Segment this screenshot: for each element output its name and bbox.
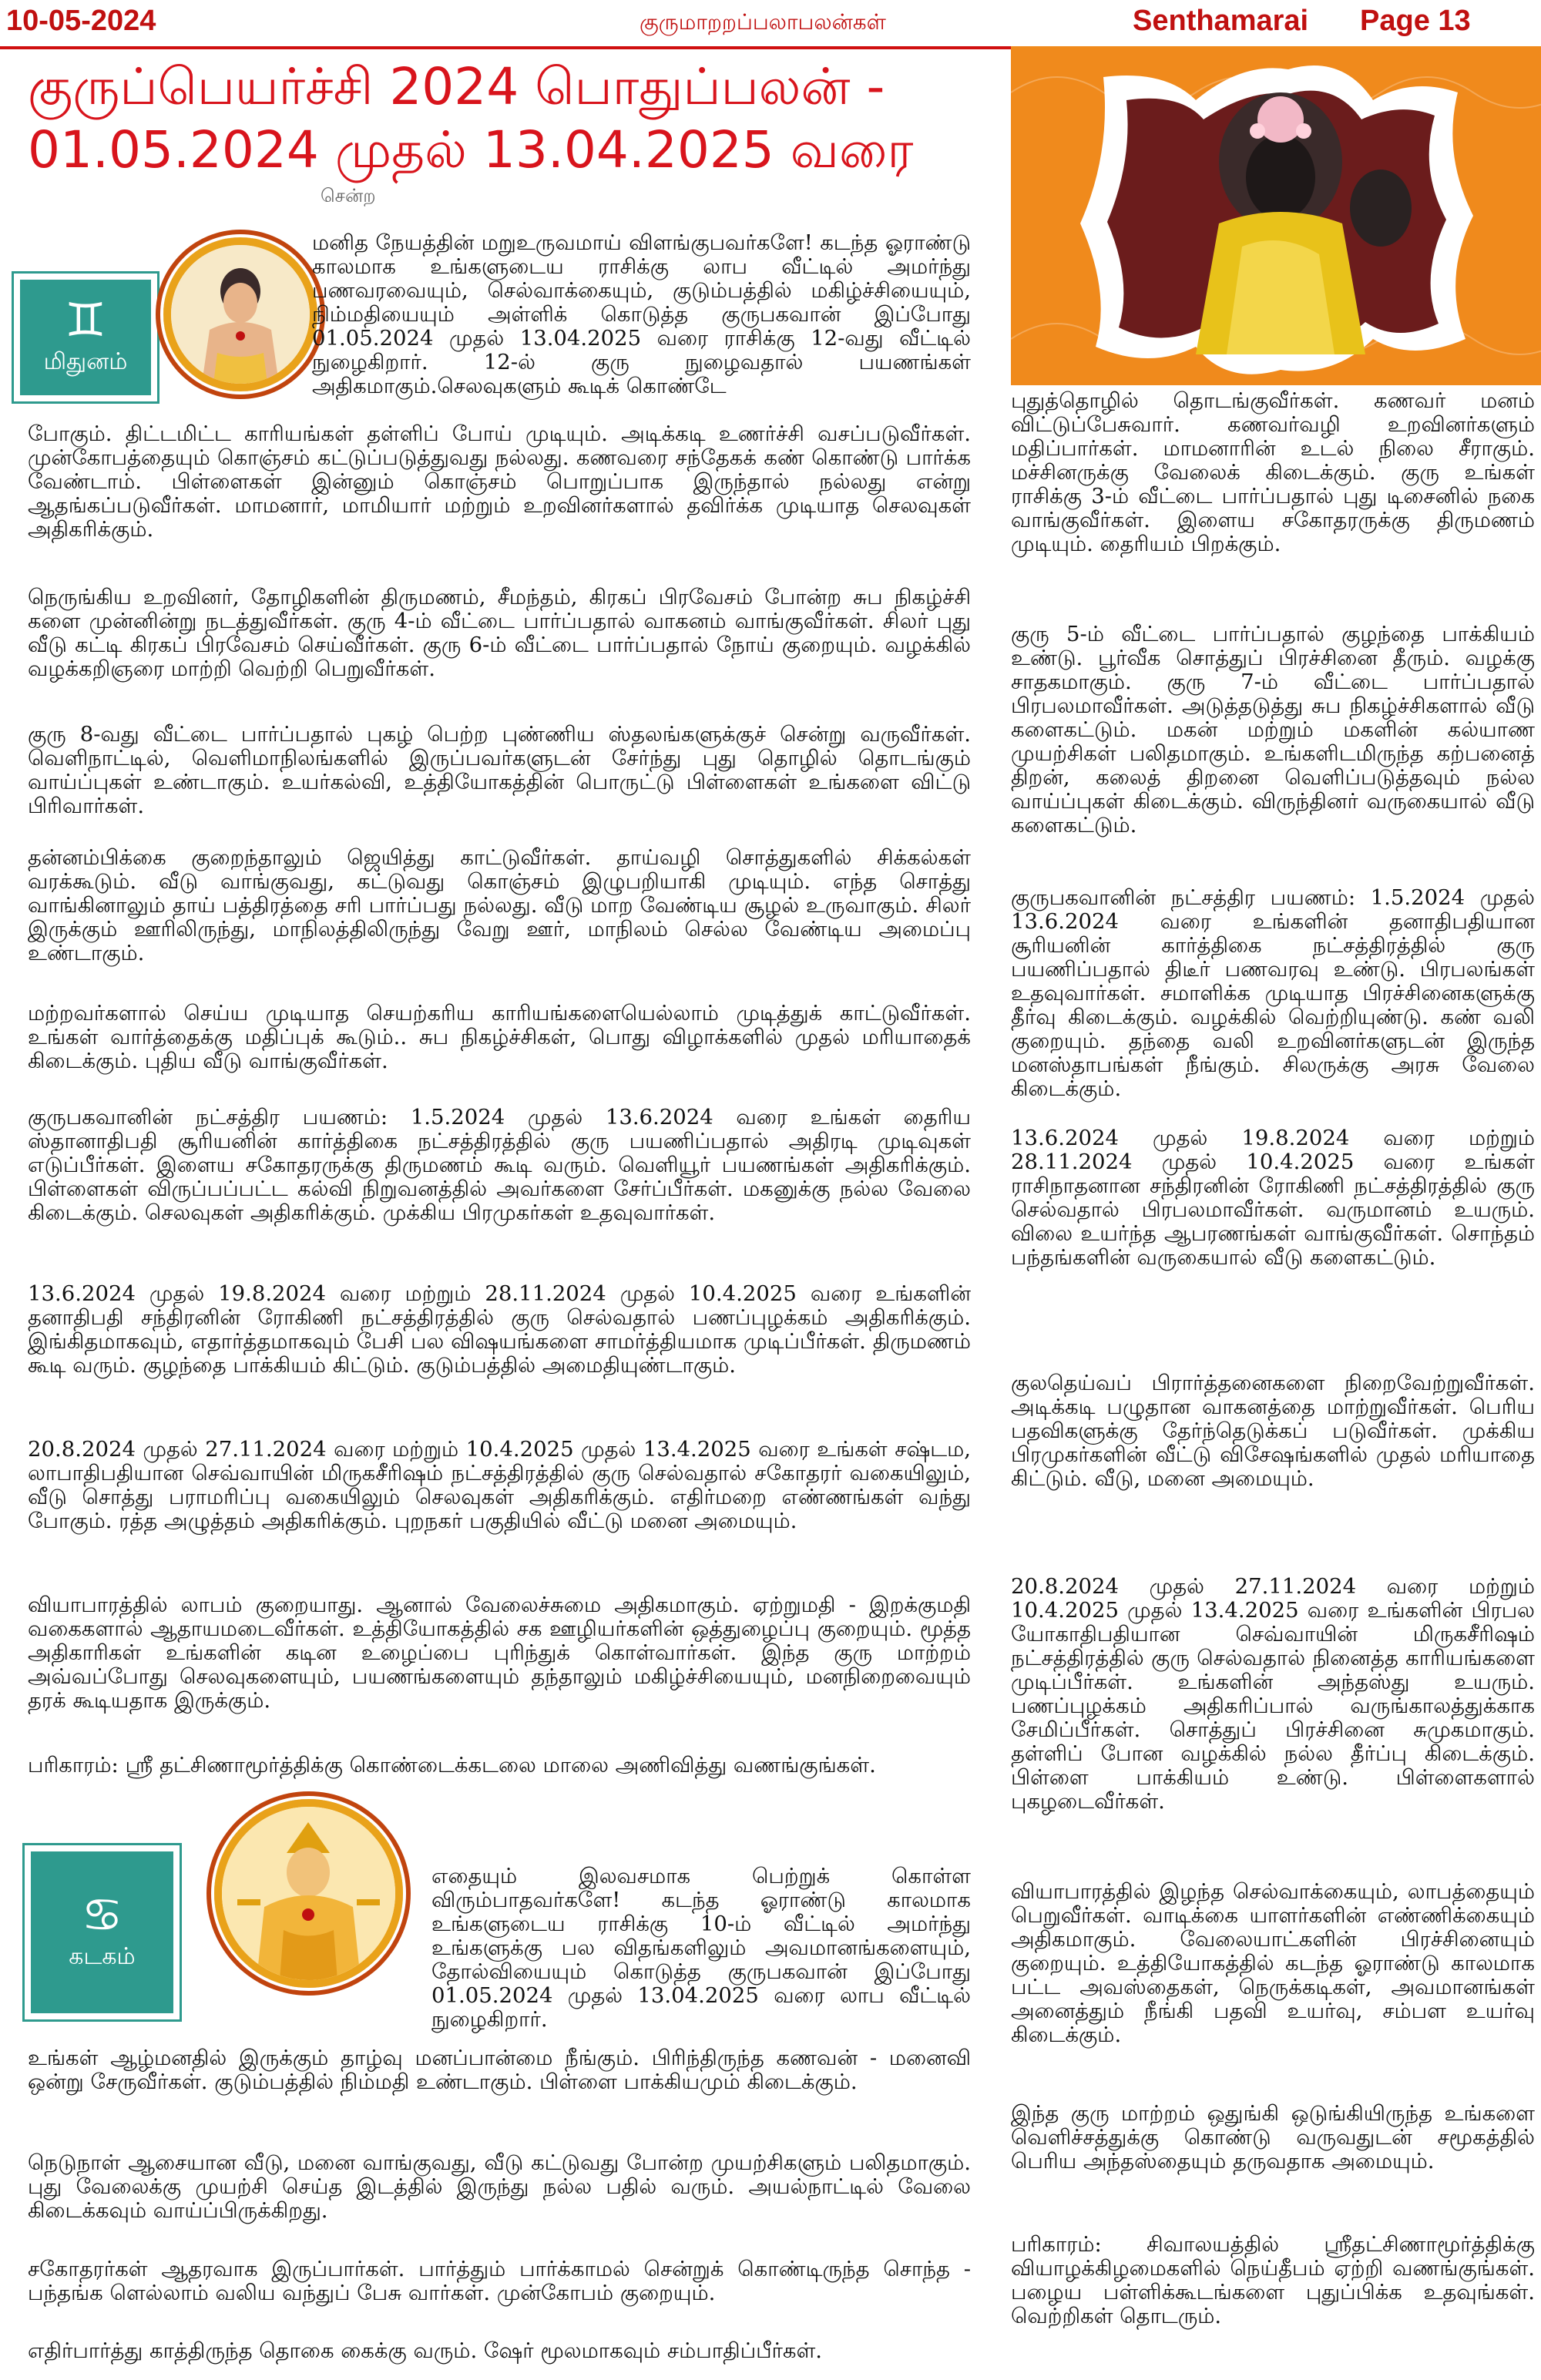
paragraph: புதுத்தொழில் தொடங்குவீர்கள். கணவர் மனம் விட்டுப்பேசுவார். கணவர்வழி உறவினர்களும் மதிப்பார்கள். மாமனாரின் உடல் நிலை சீராகும். மச்சினருக்கு வேலைக் கிடைக்கும். குரு உங்கள் ராசிக்கு 3-ம் வீட்டை பார்ப்பதால் புது டிசைனில் நகை வாங்குவீர்கள். இளைய சகோதரருக்கு திருமணம் முடியும். தைரியம் பிறக்கும். <box>1011 388 1535 556</box>
paragraph: குருபகவானின் நட்சத்திர பயணம்: 1.5.2024 முதல் 13.6.2024 வரை உங்கள் தைரிய ஸ்தானாதிபதி சூரியனின் கார்த்திகை நட்சத்திரத்தில் குரு பயணிப்பதால் அதிரடி முடிவுகள் எடுப்பீர்கள். இளைய சகோதரருக்கு திருமணம் கூடி வரும். வெளியூர் பயணங்கள் அதிகரிக்கும். பிள்ளைகள் விருப்பப்பட்ட கல்வி நிறுவனத்தில் அவர்களை சேர்ப்பீர்கள். மகனுக்கு நல்ல வேலை கிடைக்கும். செலவுகள் அதிகரிக்கும். முக்கிய பிரமுகர்கள் உதவுவார்கள். <box>28 1105 971 1225</box>
deity-hero-illustration <box>1011 46 1541 385</box>
page-header <box>0 0 1541 49</box>
gemini-icon: ♊ <box>65 293 106 347</box>
kadagam-intro: எதையும் இலவசமாக பெற்றுக் கொள்ள விரும்பாதவர்களே! கடந்த ஓராண்டு காலமாக உங்களுடைய ராசிக்கு 10-ம் வீட்டில் அமர்ந்து உங்களுக்கு பல விதங்களிலும் அவமானங்களையும், தோல்வியையும் கொடுத்த குருபகவான் இப்போது 01.05.2024 முதல் 13.04.2025 வரை லாப வீட்டில் நுழைகிறார். <box>431 1864 971 2032</box>
paragraph: 13.6.2024 முதல் 19.8.2024 வரை மற்றும் 28.11.2024 முதல் 10.4.2025 வரை உங்கள் ராசிநாதனான சந்திரனின் ரோகிணி நட்சத்திரத்தில் குரு செல்வதால் பிரபலமாவீர்கள். வருமானம் உயரும். விலை உயர்ந்த ஆபரணங்கள் வாங்குவீர்கள். சொந்தம் பந்தங்களின் வருகையால் வீடு களைகட்டும். <box>1011 1126 1535 1270</box>
paragraph: தன்னம்பிக்கை குறைந்தாலும் ஜெயித்து காட்டுவீர்கள். தாய்வழி சொத்துகளில் சிக்கல்கள் வரக்கூடும். வீடு வாங்குவது, கட்டுவது கொஞ்சம் இழுபறியாகி முடியும். எந்த சொத்து வாங்கினாலும் தாய் பத்திரத்தை சரி பார்ப்பது நல்லது. வீடு மாற வேண்டிய சூழல் உருவாகும். சிலர் இருக்கும் ஊரிலிருந்து, மாநிலத்திலிருந்து வேறு ஊர், மாநிலம் செல்ல வேண்டிய அமைப்பு உண்டாகும். <box>28 845 971 965</box>
paragraph: வியாபாரத்தில் லாபம் குறையாது. ஆனால் வேலைச்சுமை அதிகமாகும். ஏற்றுமதி - இறக்குமதி வகைகளால் ஆதாயமடைவீர்கள். உத்தியோகத்தில் சக ஊழியர்களின் ஒத்துழைப்பு குறையும். மூத்த அதிகாரிகள் உங்களின் கடின உழைப்பை புரிந்துக் கொள்வார்கள். இந்த குரு மாற்றம் அவ்வப்போது செலவுகளையும், பயணங்களையும் தந்தாலும் மகிழ்ச்சியையும், மனநிறைவையும் தரக் கூடியதாக இருக்கும். <box>28 1593 971 1713</box>
kadagam-deity-image <box>214 1799 403 1988</box>
remedy-paragraph: பரிகாரம்: சிவாலயத்தில் ஸ்ரீதட்சிணாமூர்த்திக்கு வியாழக்கிழமைகளில் நெய்தீபம் ஏற்றி வணங்குங்கள். பழைய பள்ளிக்கூடங்களை புதுப்பிக்க உதவுங்கள். வெற்றிகள் தொடரும். <box>1011 2232 1535 2328</box>
sign-name: மிதுனம் <box>43 347 128 375</box>
mithunam-sign-badge <box>14 274 157 401</box>
title-line-1: குருப்பெயர்ச்சி 2024 பொதுப்பலன் - <box>28 57 885 116</box>
paragraph: குலதெய்வப் பிரார்த்தனைகளை நிறைவேற்றுவீர்கள். அடிக்கடி பழுதான வாகனத்தை மாற்றுவீர்கள். பெரிய பதவிகளுக்கு தேர்ந்தெடுக்கப் படுவீர்கள். முக்கிய பிரமுகர்களின் வீட்டு விசேஷங்களில் முதல் மரியாதை கிட்டும். வீடு, மனை அமையும். <box>1011 1371 1535 1491</box>
paragraph: குருபகவானின் நட்சத்திர பயணம்: 1.5.2024 முதல் 13.6.2024 வரை உங்களின் தனாதிபதியான சூரியனின் கார்த்திகை நட்சத்திரத்தில் குரு பயணிப்பதால் திடீர் பணவரவு உண்டு. பிரபலங்கள் உதவுவார்கள். சமாளிக்க முடியாத பிரச்சினைகளுக்கு தீர்வு கிடைக்கும். வழக்கில் வெற்றியுண்டு. கண் வலி குறையும். தந்தை வலி உறவினர்களுடன் இருந்த மனஸ்தாபங்கள் நீங்கும். சிலருக்கு அரசு வேலை கிடைக்கும். <box>1011 885 1535 1101</box>
paragraph: மற்றவர்களால் செய்ய முடியாத செயற்கரிய காரியங்களையெல்லாம் முடித்துக் காட்டுவீர்கள். உங்கள் வார்த்தைக்கு மதிப்புக் கூடும்.. சுப நிகழ்ச்சிகள், பொது விழாக்களில் முதல் மரியாதைக் கிடைக்கும். புதிய வீடு வாங்குவீர்கள். <box>28 1001 971 1073</box>
paragraph: போகும். திட்டமிட்ட காரியங்கள் தள்ளிப் போய் முடியும். அடிக்கடி உணர்ச்சி வசப்படுவீர்கள். முன்கோபத்தையும் கொஞ்சம் கட்டுப்படுத்துவது நல்லது. கணவரை சந்தேகக் கண் கொண்டு பார்க்க வேண்டாம். பிள்ளைகள் இன்னும் கொஞ்சம் பொறுப்பாக இருந்தால் நல்லது என்று ஆதங்கப்படுவீர்கள். மாமனார், மாமியார் மற்றும் உறவினர்களால் தவிர்க்க முடியாத செலவுகள் அதிகரிக்கும். <box>28 421 971 542</box>
mithunam-deity-image <box>163 237 317 391</box>
paragraph: நெடுநாள் ஆசையான வீடு, மனை வாங்குவது, வீடு கட்டுவது போன்ற முயற்சிகளும் பலிதமாகும். புது வேலைக்கு முயற்சி செய்த இடத்தில் இருந்து நல்ல பதில் வரும். அயல்நாட்டில் வேலை கிடைக்கவும் வாய்ப்பிருக்கிறது. <box>28 2150 971 2223</box>
paragraph: வியாபாரத்தில் இழந்த செல்வாக்கையும், லாபத்தையும் பெறுவீர்கள். வாடிக்கை யாளர்களின் எண்ணிக்கையும் அதிகமாகும். வேலையாட்களின் பிரச்சினையும் குறையும். உத்தியோகத்தில் கடந்த ஓராண்டு காலமாக பட்ட அவஸ்தைகள், நெருக்கடிகள், அவமானங்கள் அனைத்தும் நீங்கி பதவி உயர்வு, சம்பள உயர்வு கிடைக்கும். <box>1011 1879 1535 2047</box>
byline: சென்ற <box>321 185 376 206</box>
paragraph: இந்த குரு மாற்றம் ஒதுங்கி ஒடுங்கியிருந்த உங்களை வெளிச்சத்துக்கு கொண்டு வருவதுடன் சமூகத்தில் பெரிய அந்தஸ்தையும் தருவதாக அமையும். <box>1011 2101 1535 2174</box>
deity-portrait <box>222 1807 395 1980</box>
mithunam-intro: மனித நேயத்தின் மறுஉருவமாய் விளங்குபவர்களே! கடந்த ஓராண்டு காலமாக உங்களுடைய ராசிக்கு லாப வீட்டில் அமர்ந்து பணவரவையும், செல்வாக்கையும், குடும்பத்தில் மகிழ்ச்சியையும், நிம்மதியையும் அள்ளிக் கொடுத்த குருபகவான் இப்போது 01.05.2024 முதல் 13.04.2025 வரை ராசிக்கு 12-வது வீட்டில் நுழைகிறார். 12-ல் குரு நுழைவதால் பயணங்கள் அதிகமாகும்.செலவுகளும் கூடிக் கொண்டே <box>312 230 971 398</box>
paragraph: எதிர்பார்த்து காத்திருந்த தொகை கைக்கு வரும். ஷேர் மூலமாகவும் சம்பாதிப்பீர்கள். <box>28 2338 823 2363</box>
title-line-2: 01.05.2024 முதல் 13.04.2025 வரை <box>28 120 914 180</box>
deity-hero-image <box>1011 46 1541 385</box>
paragraph: உங்கள் ஆழ்மனதில் இருக்கும் தாழ்வு மனப்பான்மை நீங்கும். பிரிந்திருந்த கணவன் - மனைவி ஒன்று சேருவீர்கள். குடும்பத்தில் நிம்மதி உண்டாகும். பிள்ளை பாக்கியமும் கிடைக்கும். <box>28 2046 971 2094</box>
kadagam-sign-badge <box>25 1845 180 2019</box>
remedy-paragraph: பரிகாரம்: ஸ்ரீ தட்சிணாமூர்த்திக்கு கொண்டைக்கடலை மாலை அணிவித்து வணங்குங்கள். <box>28 1753 876 1777</box>
paragraph: 13.6.2024 முதல் 19.8.2024 வரை மற்றும் 28.11.2024 முதல் 10.4.2025 வரை உங்களின் தனாதிபதி சந்திரனின் ரோகிணி நட்சத்திரத்தில் குரு செல்வதால் பணப்புழக்கம் அதிகரிக்கும். இங்கிதமாகவும், எதார்த்தமாகவும் பேசி பல விஷயங்களை சாமர்த்தியமாக முடிப்பீர்கள். திருமணம் கூடி வரும். குழந்தை பாக்கியம் கிட்டும். குடும்பத்தில் அமைதியுண்டாகும். <box>28 1281 971 1378</box>
page-number: Page 13 <box>1360 5 1471 37</box>
paragraph: 20.8.2024 முதல் 27.11.2024 வரை மற்றும் 10.4.2025 முதல் 13.4.2025 வரை உங்கள் சஷ்டம, லாபாதிபதியான செவ்வாயின் மிருகசீரிஷம் நட்சத்திரத்தில் குரு செல்வதால் சகோதரர் வகையிலும், வீடு சொத்து பராமரிப்பு வகையிலும் செலவுகள் அதிகரிக்கும். எதிர்மறை எண்ணங்கள் வந்து போகும். ரத்த அழுத்தம் அதிகரிக்கும். புறநகர் பகுதியில் வீட்டு மனை அமையும். <box>28 1437 971 1533</box>
cancer-icon: ♋ <box>81 1888 123 1942</box>
paragraph: நெருங்கிய உறவினர், தோழிகளின் திருமணம், சீமந்தம், கிரகப் பிரவேசம் போன்ற சுப நிகழ்ச்சி களை முன்னின்று நடத்துவீர்கள். குரு 4-ம் வீட்டை பார்ப்பதால் வாகனம் வாங்குவீர்கள். சிலர் புது வீடு கட்டி கிரகப் பிரவேசம் செய்வீர்கள். குரு 6-ம் வீட்டை பார்ப்பதால் நோய் குறையும். வழக்கில் வழக்கறிஞரை மாற்றி வெற்றி பெறுவீர்கள். <box>28 585 971 681</box>
section-title: குருமாறறப்பலாபலன்கள் <box>640 9 886 35</box>
sign-name: கடகம் <box>69 1942 136 1970</box>
paragraph: குரு 8-வது வீட்டை பார்ப்பதால் புகழ் பெற்ற புண்ணிய ஸ்தலங்களுக்குச் சென்று வருவீர்கள். வெளிநாட்டில், வெளிமாநிலங்களில் இருப்பவர்களுடன் சேர்ந்து புது தொழில் தொடங்கும் வாய்ப்புகள் உண்டாகும். உயர்கல்வி, உத்தியோகத்தின் பொருட்டு பிள்ளைகள் உங்களை விட்டு பிரிவார்கள். <box>28 722 971 818</box>
deity-portrait <box>171 245 310 384</box>
paragraph: சகோதரர்கள் ஆதரவாக இருப்பார்கள். பார்த்தும் பார்க்காமல் சென்றுக் கொண்டிருந்த சொந்த - பந்தங்க ளெல்லாம் வலிய வந்துப் பேசு வார்கள். முன்கோபம் குறையும். <box>28 2257 971 2305</box>
issue-date: 10-05-2024 <box>6 5 156 37</box>
paragraph: 20.8.2024 முதல் 27.11.2024 வரை மற்றும் 10.4.2025 முதல் 13.4.2025 வரை உங்களின் பிரபல யோகாதிபதியான செவ்வாயின் மிருகசீரிஷம் நட்சத்திரத்தில் குரு செல்வதால் நினைத்த காரியங்களை முடிப்பீர்கள். உங்களின் அந்தஸ்து உயரும். பணப்புழக்கம் அதிகரிப்பால் வருங்காலத்துக்காக சேமிப்பீர்கள். சொத்துப் பிரச்சினை சுமுகமாகும். தள்ளிப் போன வழக்கில் நல்ல தீர்ப்பு கிடைக்கும். பிள்ளை பாக்கியம் உண்டு. பிள்ளைகளால் புகழடைவீர்கள். <box>1011 1574 1535 1814</box>
paragraph: குரு 5-ம் வீட்டை பார்ப்பதால் குழந்தை பாக்கியம் உண்டு. பூர்வீக சொத்துப் பிரச்சினை தீரும். வழக்கு சாதகமாகும். குரு 7-ம் வீட்டை பார்ப்பதால் பிரபலமாவீர்கள். அடுத்தடுத்து சுப நிகழ்ச்சிகளால் வீடு களைகட்டும். மகன் மற்றும் மகளின் கல்யாண முயற்சிகள் பலிதமாகும். உங்களிடமிருந்த கற்பனைத் திறன், கலைத் திறனை வெளிப்படுத்தவும் நல்ல வாய்ப்புகள் கிடைக்கும். விருந்தினர் வருகையால் வீடு களைகட்டும். <box>1011 622 1535 838</box>
article-title <box>28 55 1006 182</box>
newspaper-name: Senthamarai <box>1133 5 1309 37</box>
